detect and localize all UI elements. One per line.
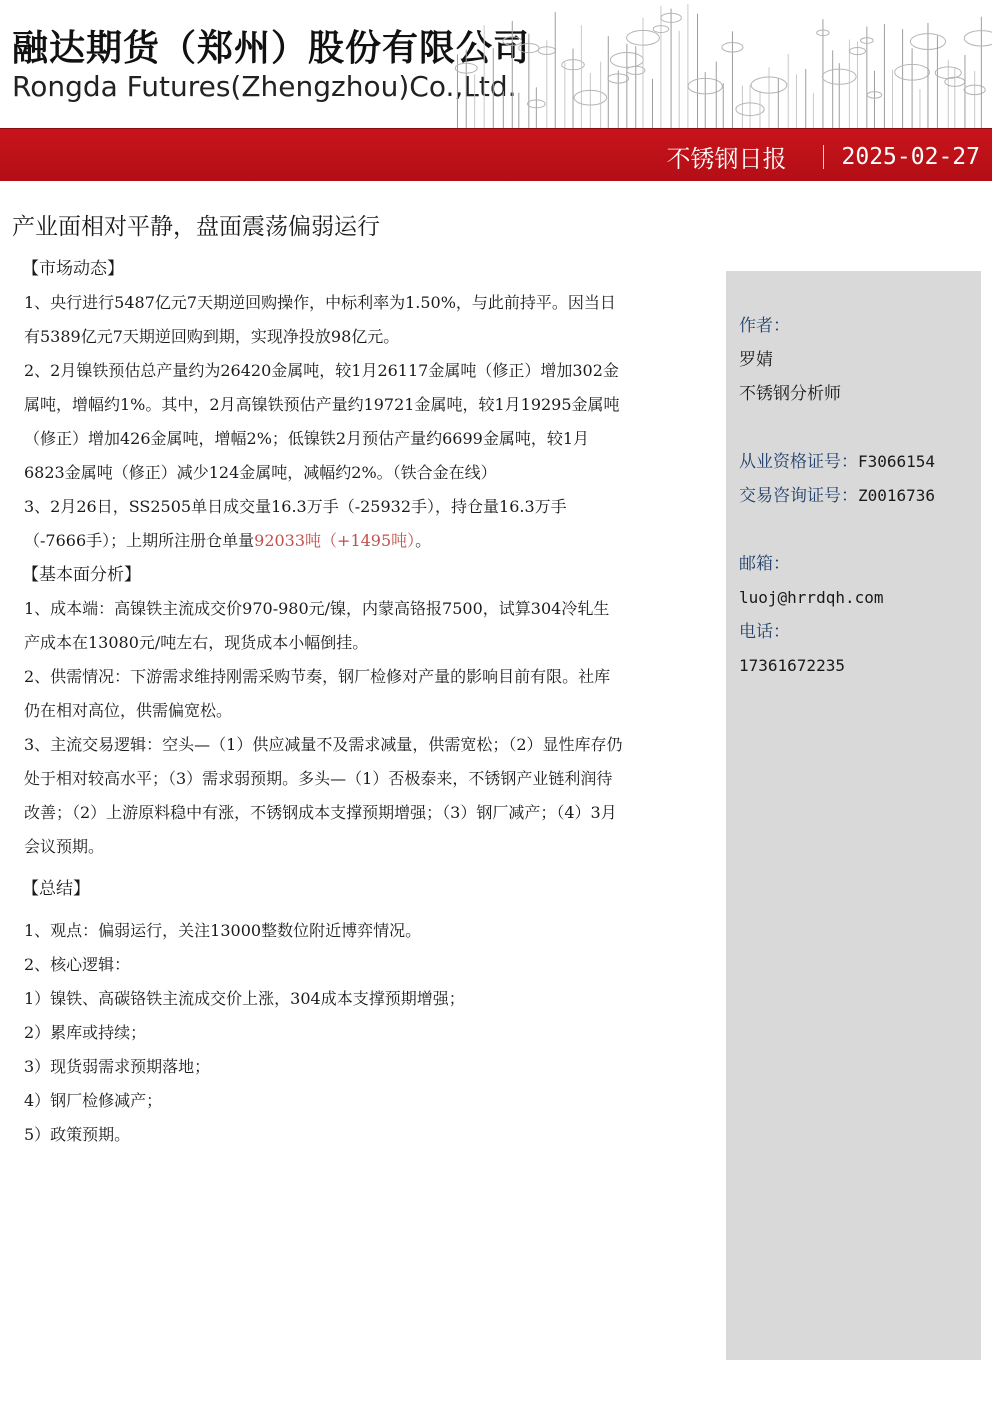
- summary-item: 5）政策预期。: [24, 1125, 131, 1144]
- author-label: 作者：: [739, 316, 790, 336]
- sidebar-gap: [739, 411, 935, 445]
- summary-item: 3）现货弱需求预期落地；: [24, 1057, 211, 1076]
- consult-row: [739, 479, 935, 513]
- phone-number[interactable]: 17361672235: [739, 656, 845, 675]
- fundamental-paragraph-1: 1、成本端：高镍铁主流成交价970-980元/镍，内蒙高铬报7500，试算304冷轧生产成本在13080元/吨左右，现货成本小幅倒挂。: [24, 599, 610, 652]
- email-label: 邮箱：: [739, 554, 790, 574]
- report-banner: [0, 128, 992, 181]
- market-paragraph-2: 2、2月镍铁预估总产量约为26420金属吨，较1月26117金属吨（修正）增加302金属吨，增幅约1%。其中，2月高镍铁预估产量约19721金属吨，较1月19295金属吨（修正）增加426金属吨，增幅2%；低镍铁2月预估产量约6699金属吨，较1月6823金属吨（修正）减少124金属吨，减幅约2%。（铁合金在线）: [24, 361, 620, 482]
- fundamental-paragraph-3: 3、主流交易逻辑：空头—（1）供应减量不及需求减量，供需宽松；（2）显性库存仍处于相对较高水平；（3）需求弱预期。多头—（1）否极泰来，不锈钢产业链利润待改善；（2）上游原料稳中有涨，不锈钢成本支撑预期增强；（3）钢厂减产；（4）3月会议预期。: [24, 735, 623, 856]
- author-sidebar: [726, 271, 981, 1360]
- report-body: [24, 252, 624, 1152]
- summary-item: 2）累库或持续；: [24, 1023, 147, 1042]
- license-label: 从业资格证号：: [739, 452, 858, 472]
- report-header: [0, 0, 992, 128]
- section-heading-fundamental: 【基本面分析】: [22, 565, 141, 585]
- report-title: 产业面相对平静，盘面震荡偏弱运行: [12, 214, 380, 240]
- summary-paragraph-1: 1、观点：偏弱运行，关注13000整数位附近博弈情况。: [24, 921, 422, 940]
- report-date: 2025-02-27: [841, 143, 980, 170]
- company-name-en: Rongda Futures(Zhengzhou)Co.,Ltd.: [12, 70, 517, 103]
- company-name-cn: 融达期货（郑州）股份有限公司: [12, 28, 531, 69]
- section-gap: [24, 906, 624, 914]
- section-heading-summary: 【总结】: [22, 879, 90, 899]
- banner-text: [667, 139, 980, 174]
- phone-label: 电话：: [739, 622, 790, 642]
- market-paragraph-1: 1、央行进行5487亿元7天期逆回购操作，中标利率为1.50%，与此前持平。因当日有5389亿元7天期逆回购到期，实现净投放98亿元。: [24, 293, 616, 346]
- author-name: 罗婧: [739, 350, 773, 370]
- license-row: [739, 445, 935, 479]
- section-gap: [24, 864, 624, 872]
- consult-label: 交易咨询证号：: [739, 486, 858, 506]
- market-paragraph-3: [24, 490, 624, 558]
- fundamental-paragraph-2: 2、供需情况：下游需求维持刚需采购节奏，钢厂检修对产量的影响目前有限。社库仍在相对高位，供需偏宽松。: [24, 667, 611, 720]
- author-role: 不锈钢分析师: [739, 384, 841, 404]
- header-decoration-graphic: [446, 0, 992, 128]
- summary-paragraph-2: 2、核心逻辑：: [24, 955, 131, 974]
- author-info: [739, 309, 935, 683]
- sidebar-gap: [739, 513, 935, 547]
- banner-divider: [823, 145, 824, 169]
- warehouse-receipt-value: 92033吨（+1495吨）: [254, 531, 416, 550]
- section-heading-market: 【市场动态】: [22, 259, 124, 279]
- market-p3-text: 3、2月26日，SS2505单日成交量16.3万手（-25932手），持仓量16.3万手（-7666手）；上期所注册仓单量: [24, 497, 567, 550]
- consult-number: Z0016736: [858, 486, 936, 505]
- market-p3-end: 。: [415, 531, 432, 550]
- license-number: F3066154: [858, 452, 936, 471]
- summary-item: 1）镍铁、高碳铬铁主流成交价上涨，304成本支撑预期增强；: [24, 989, 465, 1008]
- summary-item: 4）钢厂检修减产；: [24, 1091, 163, 1110]
- report-type: 不锈钢日报: [666, 145, 787, 173]
- email-address[interactable]: luoj@hrrdqh.com: [739, 588, 884, 607]
